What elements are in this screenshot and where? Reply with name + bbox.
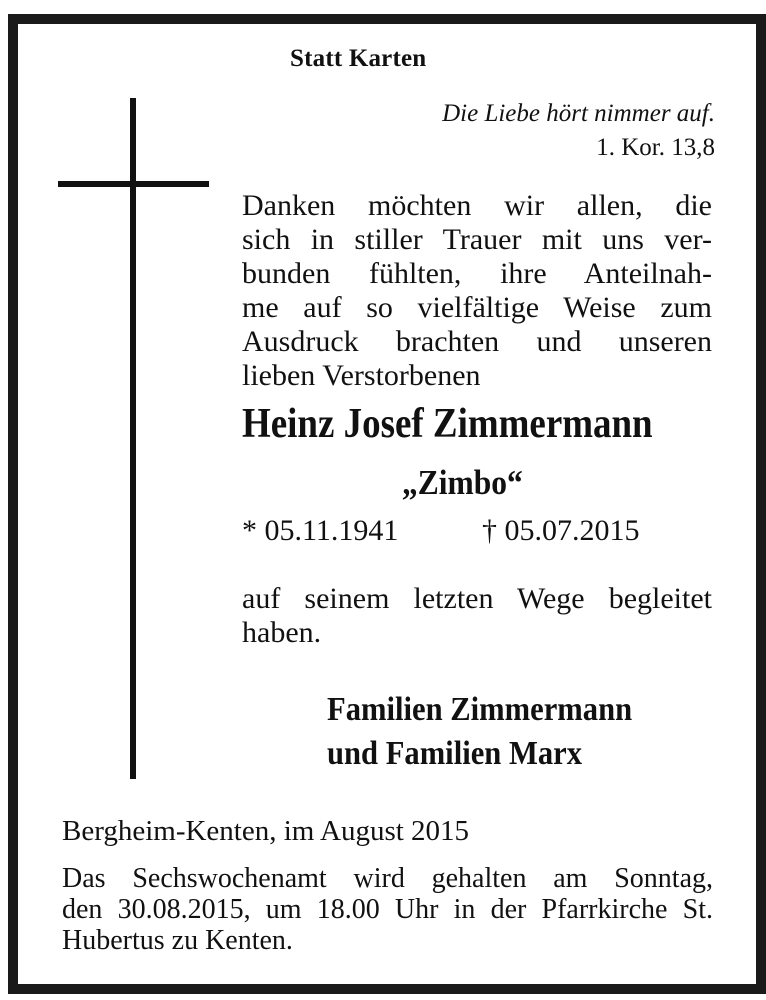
closing-line: haben. (242, 616, 322, 649)
thanks-paragraph (242, 189, 712, 393)
place-date: Bergheim-Kenten, im August 2015 (62, 815, 470, 847)
verse-reference: 1. Kor. 13,8 (596, 134, 715, 161)
family-signature (327, 688, 632, 776)
deceased-nickname: „Zimbo“ (402, 463, 523, 502)
service-notice (62, 863, 713, 956)
death-date: † 05.07.2015 (482, 514, 640, 547)
thanks-line: bunden fühlten, ihre Anteilnah- (242, 257, 712, 290)
deceased-name: Heinz Josef Zimmermann (242, 401, 653, 447)
service-line: Hubertus zu Kenten. (62, 925, 293, 956)
thanks-line: Ausdruck brachten und unseren (242, 325, 712, 358)
bible-verse (442, 97, 715, 165)
closing-paragraph (242, 582, 712, 650)
cross-vertical-bar (130, 98, 136, 779)
family-line: und Familien Marx (327, 735, 583, 772)
notice-header: Statt Karten (290, 45, 427, 72)
service-line: Das Sechswochenamt wird gehalten am Sonntag, (62, 863, 713, 894)
thanks-line: sich in stiller Trauer mit uns ver- (242, 223, 712, 256)
verse-quote: Die Liebe hört nimmer auf. (442, 100, 715, 127)
family-line: Familien Zimmermann (327, 691, 633, 728)
service-line: den 30.08.2015, um 18.00 Uhr in der Pfarrkirche St. (62, 894, 713, 925)
thanks-line: lieben Verstorbenen (242, 359, 481, 392)
birth-date: * 05.11.1941 (242, 514, 399, 547)
closing-line: auf seinem letzten Wege begleitet (242, 582, 712, 615)
thanks-line: me auf so vielfältige Weise zum (242, 291, 712, 324)
cross-horizontal-bar (58, 181, 209, 187)
thanks-line: Danken möchten wir allen, die (242, 189, 712, 222)
